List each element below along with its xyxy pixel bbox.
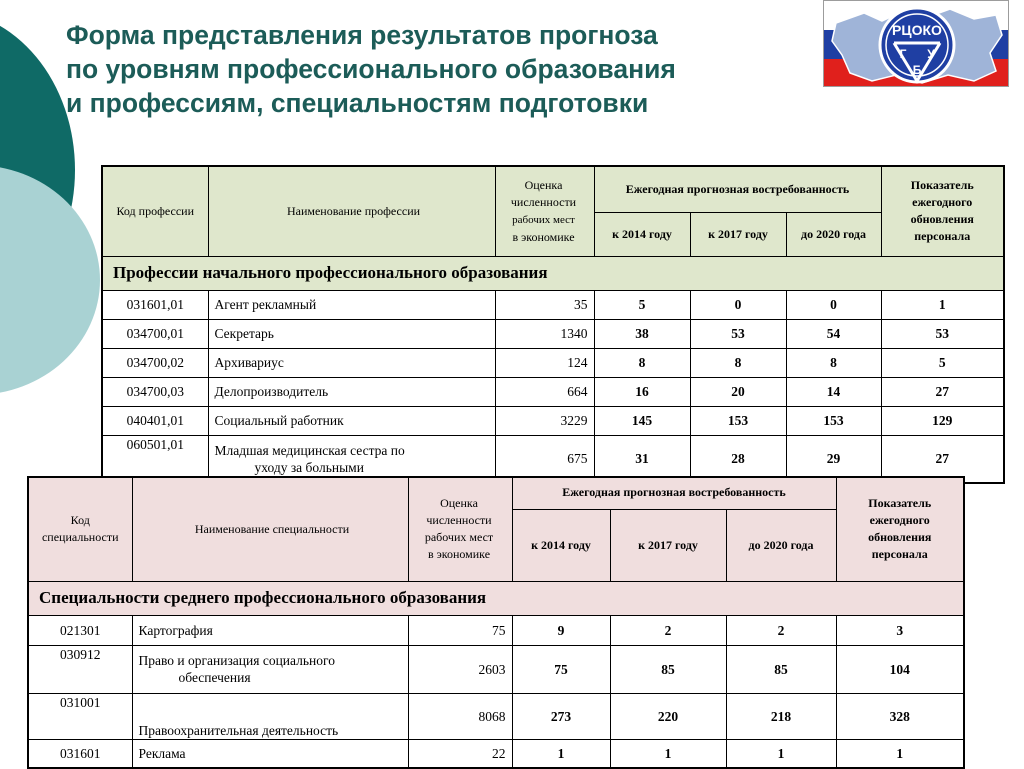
cell-2014: 75 xyxy=(512,645,610,693)
professions-table xyxy=(101,165,1005,484)
header-estimate-line: в экономике xyxy=(427,547,491,562)
cell-2017: 220 xyxy=(610,693,726,739)
logo-letter: У xyxy=(927,47,935,61)
title-line: по уровням профессионального образования xyxy=(66,54,676,84)
table-row xyxy=(28,645,964,693)
header-demand: Ежегодная прогнозная востребованность xyxy=(512,477,836,509)
cell-code: 030912 xyxy=(28,645,132,693)
cell-name-line: Младшая медицинская сестра по xyxy=(214,442,405,458)
cell-name: Архивариус xyxy=(208,348,495,377)
cell-name: Делопроизводитель xyxy=(208,377,495,406)
header-year-2020: до 2020 года xyxy=(726,509,836,581)
cell-renewal: 27 xyxy=(881,435,1004,483)
decorative-light-circle xyxy=(0,165,100,395)
cell-name: Секретарь xyxy=(208,319,495,348)
cell-code: 060501,01 xyxy=(102,435,208,483)
header-year-2017: к 2017 году xyxy=(610,509,726,581)
cell-code: 034700,03 xyxy=(102,377,208,406)
cell-name-line: уходу за больными xyxy=(254,459,364,475)
cell-2020: 153 xyxy=(786,406,881,435)
cell-estimate: 35 xyxy=(495,290,594,319)
cell-renewal: 129 xyxy=(881,406,1004,435)
cell-2017: 28 xyxy=(690,435,786,483)
header-estimate-line: численности xyxy=(426,513,492,528)
cell-2020: 85 xyxy=(726,645,836,693)
section-title: Специальности среднего профессионального образования xyxy=(28,581,964,615)
section-row xyxy=(102,256,1004,290)
cell-estimate: 2603 xyxy=(408,645,512,693)
header-renewal: Показатель ежегодного обновления персонала xyxy=(881,166,1004,256)
cell-code: 031601 xyxy=(28,739,132,768)
cell-2020: 29 xyxy=(786,435,881,483)
cell-2017: 53 xyxy=(690,319,786,348)
cell-code: 034700,02 xyxy=(102,348,208,377)
cell-renewal: 104 xyxy=(836,645,964,693)
cell-2020: 14 xyxy=(786,377,881,406)
cell-renewal: 328 xyxy=(836,693,964,739)
cell-renewal: 5 xyxy=(881,348,1004,377)
header-estimate-line: Оценка xyxy=(440,496,478,511)
cell-renewal: 3 xyxy=(836,615,964,645)
cell-estimate: 664 xyxy=(495,377,594,406)
cell-2017: 0 xyxy=(690,290,786,319)
header-row xyxy=(28,477,964,509)
title-line: Форма представления результатов прогноза xyxy=(66,20,658,50)
header-year-2014: к 2014 году xyxy=(512,509,610,581)
cell-renewal: 1 xyxy=(881,290,1004,319)
logo-letter: Г xyxy=(899,47,907,61)
cell-code: 040401,01 xyxy=(102,406,208,435)
cell-name xyxy=(132,645,408,693)
header-estimate-line: в экономике xyxy=(512,229,575,244)
cell-2014: 16 xyxy=(594,377,690,406)
cell-name: Реклама xyxy=(132,739,408,768)
cell-estimate: 124 xyxy=(495,348,594,377)
header-estimate-line: рабочих мест xyxy=(512,213,575,226)
cell-2020: 8 xyxy=(786,348,881,377)
cell-2017: 85 xyxy=(610,645,726,693)
cell-code: 021301 xyxy=(28,615,132,645)
cell-name-line: обеспечения xyxy=(178,670,251,685)
page-title xyxy=(66,18,676,120)
cell-2017: 8 xyxy=(690,348,786,377)
header-estimate-line: Оценка xyxy=(524,177,563,192)
cell-estimate: 8068 xyxy=(408,693,512,739)
header-estimate-line: численности xyxy=(510,194,577,209)
rcoko-logo xyxy=(823,0,1009,87)
cell-2017: 20 xyxy=(690,377,786,406)
cell-2020: 2 xyxy=(726,615,836,645)
cell-name: Правоохранительная деятельность xyxy=(132,693,408,739)
table-row xyxy=(102,348,1004,377)
cell-renewal: 27 xyxy=(881,377,1004,406)
header-name: Наименование профессии xyxy=(208,166,495,256)
header-year-2014: к 2014 году xyxy=(594,212,690,256)
cell-2020: 54 xyxy=(786,319,881,348)
cell-2014: 1 xyxy=(512,739,610,768)
section-row xyxy=(28,581,964,615)
cell-name-line: Право и организация социального xyxy=(138,653,335,668)
section-title: Профессии начального профессионального образования xyxy=(102,256,1004,290)
cell-2014: 9 xyxy=(512,615,610,645)
cell-2017: 2 xyxy=(610,615,726,645)
table-row xyxy=(102,290,1004,319)
header-row xyxy=(102,166,1004,212)
cell-2014: 31 xyxy=(594,435,690,483)
cell-2014: 273 xyxy=(512,693,610,739)
header-demand: Ежегодная прогнозная востребованность xyxy=(594,166,881,212)
cell-code: 031601,01 xyxy=(102,290,208,319)
header-estimate xyxy=(408,477,512,581)
header-estimate xyxy=(495,166,594,256)
header-renewal: Показатель ежегодного обновления персонала xyxy=(836,477,964,581)
cell-renewal: 1 xyxy=(836,739,964,768)
cell-2020: 0 xyxy=(786,290,881,319)
table-row xyxy=(102,377,1004,406)
header-estimate-line: рабочих мест xyxy=(424,530,494,545)
cell-2017: 153 xyxy=(690,406,786,435)
cell-code: 031001 xyxy=(28,693,132,739)
cell-name: Социальный работник xyxy=(208,406,495,435)
cell-2020: 1 xyxy=(726,739,836,768)
logo-text: РЦОКО xyxy=(892,22,942,38)
cell-2014: 145 xyxy=(594,406,690,435)
cell-2014: 38 xyxy=(594,319,690,348)
cell-estimate: 1340 xyxy=(495,319,594,348)
header-name: Наименование специальности xyxy=(132,477,408,581)
table-row xyxy=(28,615,964,645)
table-row xyxy=(28,693,964,739)
header-code: Код специальности xyxy=(28,477,132,581)
specialties-table xyxy=(27,476,965,769)
cell-code: 034700,01 xyxy=(102,319,208,348)
cell-name: Агент рекламный xyxy=(208,290,495,319)
header-year-2020: до 2020 года xyxy=(786,212,881,256)
logo-graphic xyxy=(824,1,1009,87)
table-row xyxy=(102,406,1004,435)
cell-estimate: 22 xyxy=(408,739,512,768)
cell-renewal: 53 xyxy=(881,319,1004,348)
logo-letter: Б xyxy=(912,63,922,77)
cell-2014: 5 xyxy=(594,290,690,319)
header-code: Код профессии xyxy=(102,166,208,256)
header-year-2017: к 2017 году xyxy=(690,212,786,256)
table-row xyxy=(28,739,964,768)
cell-estimate: 3229 xyxy=(495,406,594,435)
title-line: и профессиям, специальностям подготовки xyxy=(66,88,649,118)
table-row xyxy=(102,319,1004,348)
cell-estimate: 675 xyxy=(495,435,594,483)
cell-name: Картография xyxy=(132,615,408,645)
cell-2014: 8 xyxy=(594,348,690,377)
cell-2017: 1 xyxy=(610,739,726,768)
cell-estimate: 75 xyxy=(408,615,512,645)
cell-2020: 218 xyxy=(726,693,836,739)
